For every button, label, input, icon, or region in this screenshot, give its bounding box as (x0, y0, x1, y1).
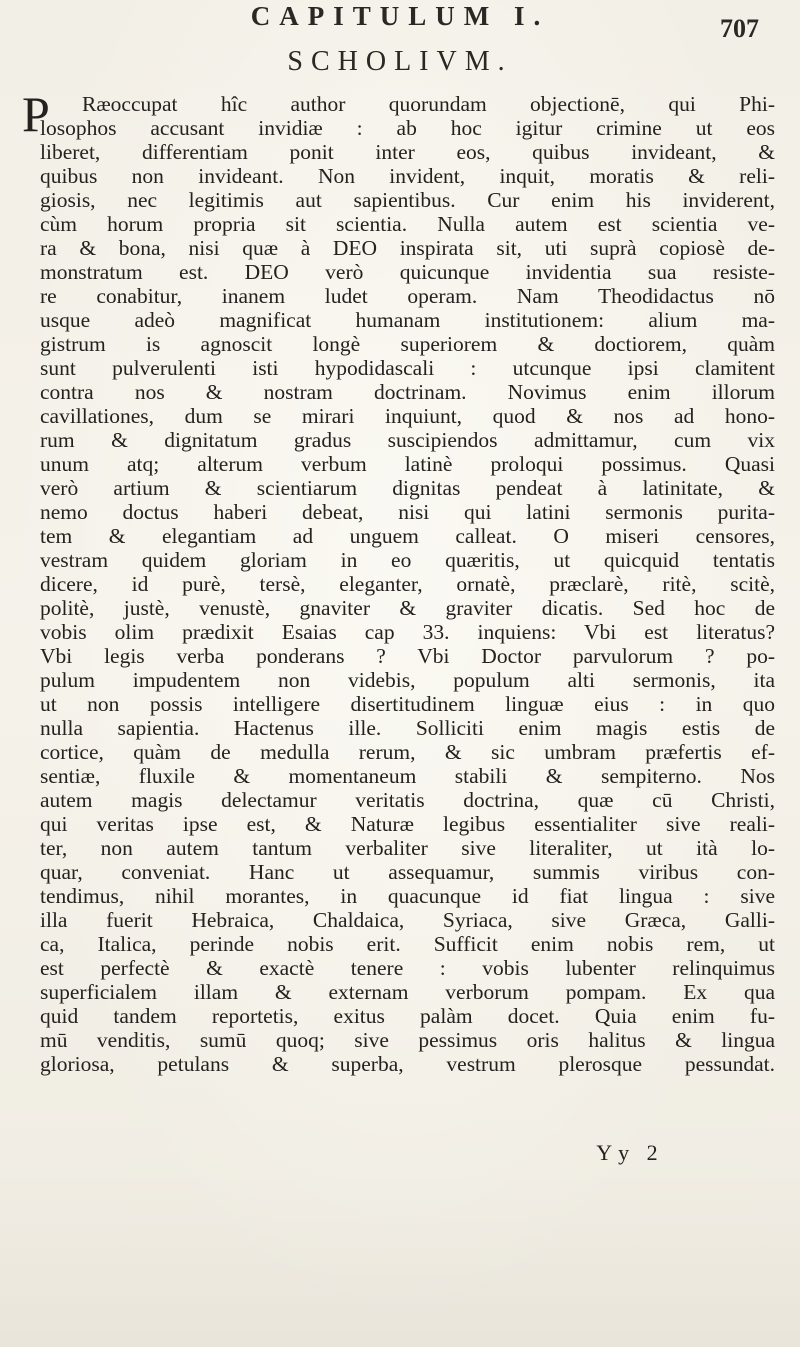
text-line: quar, conveniat. Hanc ut assequamur, summis viribus con- (40, 860, 775, 884)
paper-shading (0, 1170, 800, 1347)
text-line: nemo doctus haberi debeat, nisi qui latini sermonis purita- (40, 500, 775, 524)
text-line: quibus non invideant. Non invident, inquit, moratis & reli- (40, 164, 775, 188)
text-line: vestram quidem gloriam in eo quæritis, ut quicquid tentatis (40, 548, 775, 572)
text-line: sentiæ, fluxile & momentaneum stabili & sempiterno. Nos (40, 764, 775, 788)
text-line: usque adeò magnificat humanam institutionem: alium ma- (40, 308, 775, 332)
text-line: est perfectè & exactè tenere : vobis lubenter relinquimus (40, 956, 775, 980)
page-number: 707 (720, 14, 759, 43)
text-line: superficialem illam & externam verborum pompam. Ex qua (40, 980, 775, 1004)
text-line: quid tandem reportetis, exitus palàm docet. Quia enim fu- (40, 1004, 775, 1028)
text-line: cavillationes, dum se mirari inquiunt, quod & nos ad hono- (40, 404, 775, 428)
text-line: pulum impudentem non videbis, populum alti sermonis, ita (40, 668, 775, 692)
text-line: dicere, id purè, tersè, eleganter, ornatè, præclarè, ritè, scitè, (40, 572, 775, 596)
text-line: giosis, nec legitimis aut sapientibus. Cur enim his inviderent, (40, 188, 775, 212)
running-head: CAPITULUM I. (250, 1, 550, 31)
section-title: SCHOLIVM. (287, 46, 513, 77)
text-line: politè, justè, venustè, gnaviter & graviter dicatis. Sed hoc de (40, 596, 775, 620)
signature-mark: Yy 2 (596, 1140, 664, 1165)
text-line: ra & bona, nisi quæ à DEO inspirata sit, uti suprà copiosè de- (40, 236, 775, 260)
text-line: cùm horum propria sit scientia. Nulla autem est scientia ve- (40, 212, 775, 236)
text-line: contra nos & nostram doctrinam. Novimus enim illorum (40, 380, 775, 404)
text-line: liberet, differentiam ponit inter eos, quibus invideant, & (40, 140, 775, 164)
text-line: losophos accusant invidiæ : ab hoc igitur crimine ut eos (40, 116, 775, 140)
text-line: unum atq; alterum verbum latinè proloqui possimus. Quasi (40, 452, 775, 476)
body-text (40, 92, 775, 1076)
text-line: rum & dignitatum gradus suscipiendos admittamur, cum vix (40, 428, 775, 452)
text-line: autem magis delectamur veritatis doctrina, quæ cū Christi, (40, 788, 775, 812)
text-line: gloriosa, petulans & superba, vestrum plerosque pessundat. (40, 1052, 775, 1076)
text-line: ter, non autem tantum verbaliter sive literaliter, ut ità lo- (40, 836, 775, 860)
text-line: illa fuerit Hebraica, Chaldaica, Syriaca, sive Græca, Galli- (40, 908, 775, 932)
text-line: ca, Italica, perinde nobis erit. Sufficit enim nobis rem, ut (40, 932, 775, 956)
text-line: vobis olim prædixit Esaias cap 33. inquiens: Vbi est literatus? (40, 620, 775, 644)
text-line: ut non possis intelligere disertitudinem linguæ eius : in quo (40, 692, 775, 716)
text-line: mū venditis, sumū quoq; sive pessimus oris halitus & lingua (40, 1028, 775, 1052)
text-line: nulla sapientia. Hactenus ille. Solliciti enim magis estis de (40, 716, 775, 740)
text-line: gistrum is agnoscit longè superiorem & doctiorem, quàm (40, 332, 775, 356)
text-line: sunt pulverulenti isti hypodidascali : utcunque ipsi clamitent (40, 356, 775, 380)
text-line: qui veritas ipse est, & Naturæ legibus essentialiter sive reali- (40, 812, 775, 836)
text-line: tendimus, nihil morantes, in quacunque id fiat lingua : sive (40, 884, 775, 908)
text-line: monstratum est. DEO verò quicunque invidentia sua resiste- (40, 260, 775, 284)
text-line: Vbi legis verba ponderans ? Vbi Doctor parvulorum ? po- (40, 644, 775, 668)
text-line: verò artium & scientiarum dignitas pendeat à latinitate, & (40, 476, 775, 500)
text-line: tem & elegantiam ad unguem calleat. O miseri censores, (40, 524, 775, 548)
text-line: re conabitur, inanem ludet operam. Nam Theodidactus nō (40, 284, 775, 308)
text-line: Ræoccupat hîc author quorundam objectionē, qui Phi- (82, 92, 775, 116)
drop-cap-initial: P (22, 86, 50, 142)
text-line: cortice, quàm de medulla rerum, & sic umbram præfertis ef- (40, 740, 775, 764)
